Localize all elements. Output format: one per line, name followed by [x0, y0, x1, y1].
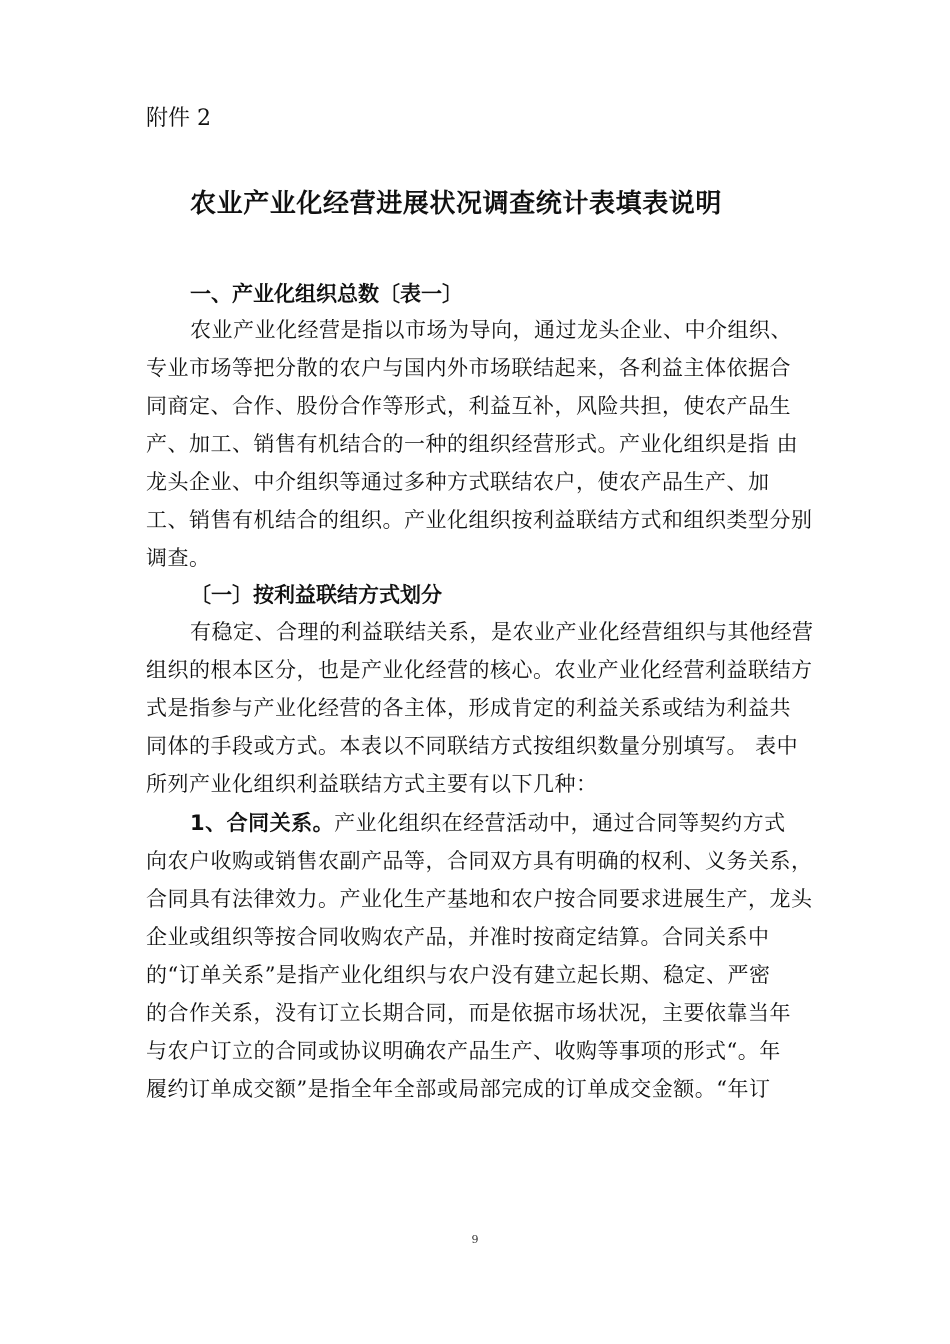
paragraph-line: 龙头企业、中介组织等通过多种方式联结农户，使农产品生产、加 — [146, 470, 770, 494]
paragraph-line: 与农户订立的合同或协议明确农产品生产、收购等事项的形式“。年 — [146, 1039, 781, 1063]
paragraph-line: 农业产业化经营是指以市场为导向，通过龙头企业、中介组织、 — [190, 318, 792, 342]
item-lead: 1、合同关系。 — [190, 811, 335, 835]
paragraph-line: 履约订单成交额”是指全年全部或局部完成的订单成交金额。“年订 — [146, 1077, 771, 1101]
paragraph-line: 向农户收购或销售农副产品等，合同双方具有明确的权利、义务关系， — [146, 849, 813, 873]
document-title: 农业产业化经营进展状况调查统计表填表说明 — [190, 189, 723, 219]
page-number: 9 — [471, 1233, 479, 1246]
item-first-line — [190, 805, 786, 841]
paragraph-line: 工、销售有机结合的组织。产业化组织按利益联结方式和组织类型分别 — [146, 508, 813, 532]
paragraph-line: 产、加工、销售有机结合的一种的组织经营形式。产业化组织是指 由 — [146, 432, 799, 456]
paragraph-line: 同商定、合作、股份合作等形式，利益互补，风险共担，使农产品生 — [146, 394, 791, 418]
paragraph-line: 的“订单关系”是指产业化组织与农户没有建立起长期、稳定、严密 — [146, 963, 771, 987]
paragraph-line: 合同具有法律效力。产业化生产基地和农户按合同要求进展生产，龙头 — [146, 887, 813, 911]
paragraph-line: 专业市场等把分散的农户与国内外市场联结起来，各利益主体依据合 — [146, 356, 791, 380]
paragraph-line: 有稳定、合理的利益联结关系，是农业产业化经营组织与其他经营 — [190, 620, 814, 644]
paragraph-line: 同体的手段或方式。本表以不同联结方式按组织数量分别填写。 表中 — [146, 734, 799, 758]
paragraph-line: 的合作关系，没有订立长期合同，而是依据市场状况，主要依靠当年 — [146, 1001, 791, 1025]
section-heading: 一、产业化组织总数〔表一〕 — [190, 282, 463, 306]
attachment-label: 附件 2 — [146, 106, 211, 131]
paragraph-line: 调查。 — [146, 546, 211, 570]
paragraph-line: 组织的根本区分，也是产业化经营的核心。农业产业化经营利益联结方 — [146, 658, 813, 682]
paragraph-line: 企业或组织等按合同收购农产品，并准时按商定结算。合同关系中 — [146, 925, 770, 949]
subsection-heading: 〔一〕按利益联结方式划分 — [190, 583, 442, 607]
item-first-line-text: 产业化组织在经营活动中，通过合同等契约方式 — [334, 811, 786, 835]
paragraph-line: 所列产业化组织利益联结方式主要有以下几种： — [146, 772, 598, 796]
paragraph-line: 式是指参与产业化经营的各主体，形成肯定的利益关系或结为利益共 — [146, 696, 791, 720]
